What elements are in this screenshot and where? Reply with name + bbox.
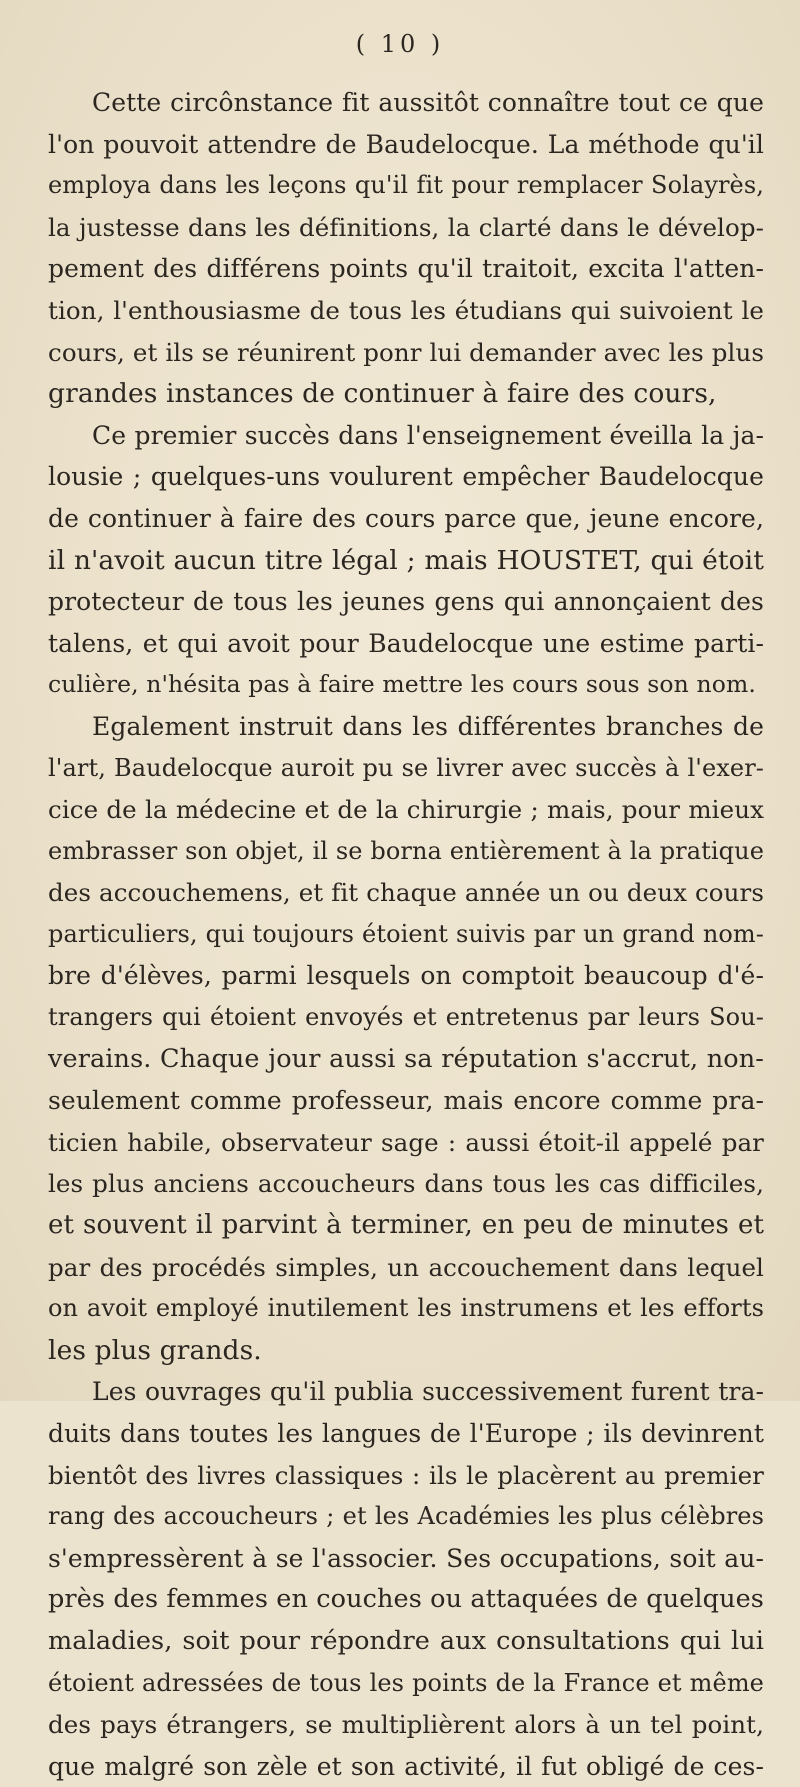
text-line: pement des différens points qu'il traitoit, excita l'atten-	[48, 254, 764, 284]
text-line: près des femmes en couches ou attaquées de quelques	[48, 1584, 764, 1615]
text-line: l'on pouvoit attendre de Baudelocque. La méthode qu'il	[48, 129, 764, 159]
text-line: particuliers, qui toujours étoient suivis par un grand nom-	[48, 919, 764, 948]
text-line: Les ouvrages qu'il publia successivement furent tra-	[92, 1377, 764, 1407]
text-line: cice de la médecine et de la chirurgie ; mais, pour mieux	[48, 795, 764, 825]
text-line: protecteur de tous les jeunes gens qui annonçaient des	[48, 587, 764, 617]
text-line: culière, n'hésita pas à faire mettre les cours sous son nom.	[48, 670, 756, 699]
text-line: on avoit employé inutilement les instrumens et les efforts	[48, 1294, 764, 1323]
text-line: cours, et ils se réunirent ponr lui demander avec les plus	[48, 337, 764, 367]
text-line: par des procédés simples, un accouchement dans lequel	[48, 1252, 764, 1282]
text-line: et souvent il parvint à terminer, en peu de minutes et	[48, 1210, 764, 1241]
text-line: talens, et qui avoit pour Baudelocque une estime parti-	[48, 628, 764, 658]
text-line: bre d'élèves, parmi lesquels on comptoit beaucoup d'é-	[48, 961, 764, 991]
text-line: s'empressèrent à se l'associer. Ses occupations, soit au-	[48, 1543, 764, 1573]
text-line: Egalement instruit dans les différentes branches de	[92, 711, 764, 741]
text-line: rang des accoucheurs ; et les Académies les plus célèbres	[48, 1502, 764, 1531]
text-line: lousie ; quelques-uns voulurent empêcher Baudelocque	[48, 462, 764, 492]
page-number: ( 10 )	[355, 30, 445, 58]
text-line: il n'avoit aucun titre légal ; mais HOUSTET, qui étoit	[48, 544, 764, 576]
text-line: seulement comme professeur, mais encore comme pra-	[48, 1086, 764, 1116]
text-line: de continuer à faire des cours parce que, jeune encore,	[48, 503, 764, 533]
text-line: tion, l'enthousiasme de tous les étudians qui suivoient le	[48, 295, 764, 325]
text-line: l'art, Baudelocque auroit pu se livrer avec succès à l'exer-	[48, 753, 764, 782]
text-line: maladies, soit pour répondre aux consultations qui lui	[48, 1625, 764, 1656]
text-line: les plus anciens accoucheurs dans tous les cas difficiles,	[48, 1169, 764, 1199]
text-line: embrasser son objet, il se borna entièrement à la pratique	[48, 836, 764, 865]
text-line: des pays étrangers, se multiplièrent alors à un tel point,	[48, 1710, 764, 1740]
text-line: employa dans les leçons qu'il fit pour remplacer Solayrès,	[48, 171, 764, 200]
text-line: Ce premier succès dans l'enseignement éveilla la ja-	[92, 420, 764, 450]
text-line: la justesse dans les définitions, la clarté dans le dévelop-	[48, 212, 764, 242]
text-line: ticien habile, observateur sage : aussi étoit-il appelé par	[48, 1127, 764, 1157]
text-line: Cette circônstance fit aussitôt connaître tout ce que	[92, 88, 764, 117]
text-line: des accouchemens, et fit chaque année un ou deux cours	[48, 878, 764, 908]
text-line: étoient adressées de tous les points de la France et même	[48, 1668, 764, 1697]
body-text	[48, 82, 764, 1787]
text-line: les plus grands.	[48, 1334, 262, 1366]
text-line: grandes instances de continuer à faire des cours,	[48, 378, 717, 410]
text-line: que malgré son zèle et son activité, il fut obligé de ces-	[48, 1751, 764, 1781]
text-line: duits dans toutes les langues de l'Europe ; ils devinrent	[48, 1419, 764, 1448]
text-line: trangers qui étoient envoyés et entretenus par leurs Sou-	[48, 1003, 764, 1032]
text-line: verains. Chaque jour aussi sa réputation s'accrut, non-	[48, 1043, 764, 1074]
text-line: bientôt des livres classiques : ils le placèrent au premier	[48, 1460, 764, 1490]
